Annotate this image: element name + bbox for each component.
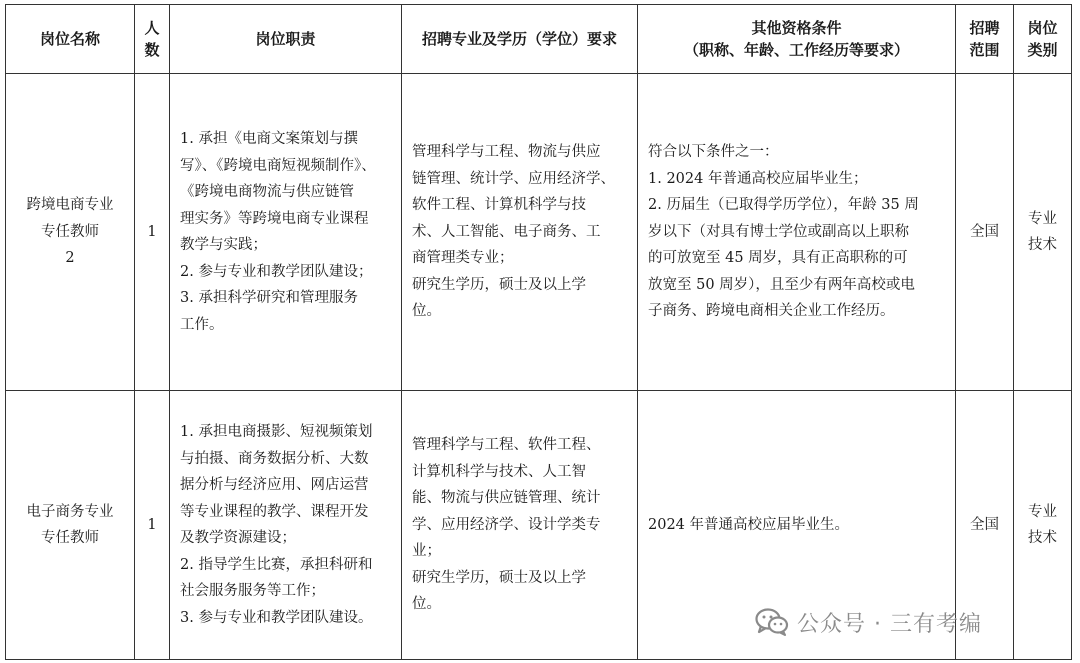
duties-line: 1. 承担电商摄影、短视频策划 [180,424,373,440]
other-requirements-cell [638,74,956,391]
category-line: 技术 [1028,237,1057,253]
other-line: 岁以下（对具有博士学位或副高以上职称 [648,223,909,240]
watermark [755,604,982,640]
major-line: 商管理类专业； [412,250,514,267]
other-line: 符合以下条件之一： [648,144,779,161]
header-count-line1: 人 [144,19,160,37]
duties-line: 2. 参与专业和教学团队建设； [180,263,373,280]
header-row [6,5,1072,74]
other-requirements-text [638,139,955,325]
duties-line: 2. 指导学生比赛，承担科研和 [180,556,373,573]
major-line: 业； [412,543,441,560]
duties-line: 理实务》等跨境电商专业课程 [180,210,369,227]
other-line: 子商务、跨境电商相关企业工作经历。 [648,303,895,320]
header-scope-line1: 招聘 [969,19,1000,37]
header-position-name: 岗位名称 [6,5,135,74]
duties-line: 3. 参与专业和教学团队建设。 [180,609,373,626]
header-category-line1: 岗位 [1027,19,1058,37]
position-name-line: 2 [65,250,75,267]
scope-cell: 全国 [956,74,1014,391]
duties-line: 据分析与经济应用、网店运营 [180,477,369,493]
duties-line: 3. 承担科学研究和管理服务 [180,290,358,306]
duties-line: 等专业课程的教学、课程开发 [180,503,369,520]
header-count [135,5,170,74]
major-line: 链管理、统计学、应用经济学、 [412,170,615,187]
duties-text [170,126,401,338]
count-cell: 1 [135,391,170,660]
other-line: 2. 历届生（已取得学历学位），年龄 35 周 [648,197,919,214]
category-cell [1014,74,1072,391]
position-name-line: 专任教师 [41,223,99,240]
recruitment-table [5,4,1072,660]
header-other [638,5,956,74]
count-cell: 1 [135,74,170,391]
table-row [6,74,1072,391]
position-name-line: 专任教师 [41,530,99,546]
watermark-text: 公众号 · 三有考编 [797,611,982,637]
duties-text [170,419,401,631]
major-line: 计算机科学与技术、人工智 [412,463,586,480]
header-category [1014,5,1072,74]
position-name-line: 跨境电商专业 [26,197,114,214]
header-scope-line2: 范围 [969,41,1000,59]
duties-line: 社会服务服务等工作； [180,583,325,599]
header-scope [956,5,1014,74]
major-edu-cell [402,391,638,660]
category-line: 专业 [1028,503,1057,520]
position-name-cell [6,74,135,391]
major-line: 学、应用经济学、设计学类专 [412,516,601,533]
duties-line: 工作。 [180,316,224,333]
category-cell [1014,391,1072,660]
position-name-line: 电子商务专业 [26,503,114,520]
other-line: 的可放宽至 45 周岁，具有正高职称的可 [648,250,908,267]
other-requirements-text [638,512,955,539]
duties-line: 《跨境电商物流与供应链管 [180,184,354,200]
header-other-line1: 其他资格条件 [751,19,842,37]
duties-line: 教学与实践； [180,237,267,253]
header-category-line2: 类别 [1027,41,1058,59]
major-edu-cell [402,74,638,391]
header-count-line2: 数 [144,41,160,59]
major-edu-text [402,432,637,618]
header-major-edu: 招聘专业及学历（学位）要求 [402,5,638,74]
other-line: 放宽至 50 周岁），且至少有两年高校或电 [648,276,915,293]
other-line: 1. 2024 年普通高校应届毕业生； [648,170,868,187]
major-line: 管理科学与工程、软件工程、 [412,437,601,454]
duties-cell [170,391,402,660]
major-line: 研究生学历，硕士及以上学 [412,276,586,293]
position-name-cell [6,391,135,660]
category-line: 技术 [1028,530,1057,546]
category-line: 专业 [1028,210,1057,227]
major-line: 能、物流与供应链管理、统计 [412,490,601,507]
duties-cell [170,74,402,391]
duties-line: 与拍摄、商务数据分析、大数 [180,450,369,467]
duties-line: 1. 承担《电商文案策划与撰 [180,131,358,147]
major-line: 研究生学历，硕士及以上学 [412,569,586,586]
major-line: 术、人工智能、电子商务、工 [412,223,601,240]
duties-line: 写》、《跨境电商短视频制作》、 [180,157,376,174]
other-line: 2024 年普通高校应届毕业生。 [648,516,850,533]
major-line: 软件工程、计算机科学与技 [412,197,586,214]
major-line: 位。 [412,596,441,613]
major-line: 位。 [412,303,441,320]
scope-cell: 全国 [956,391,1014,660]
duties-line: 及教学资源建设； [180,530,296,546]
wechat-logo-icon [755,608,789,636]
major-edu-text [402,139,637,325]
header-duties: 岗位职责 [170,5,402,74]
header-other-line2: （职称、年龄、工作经历等要求） [683,41,909,59]
major-line: 管理科学与工程、物流与供应 [412,144,601,161]
